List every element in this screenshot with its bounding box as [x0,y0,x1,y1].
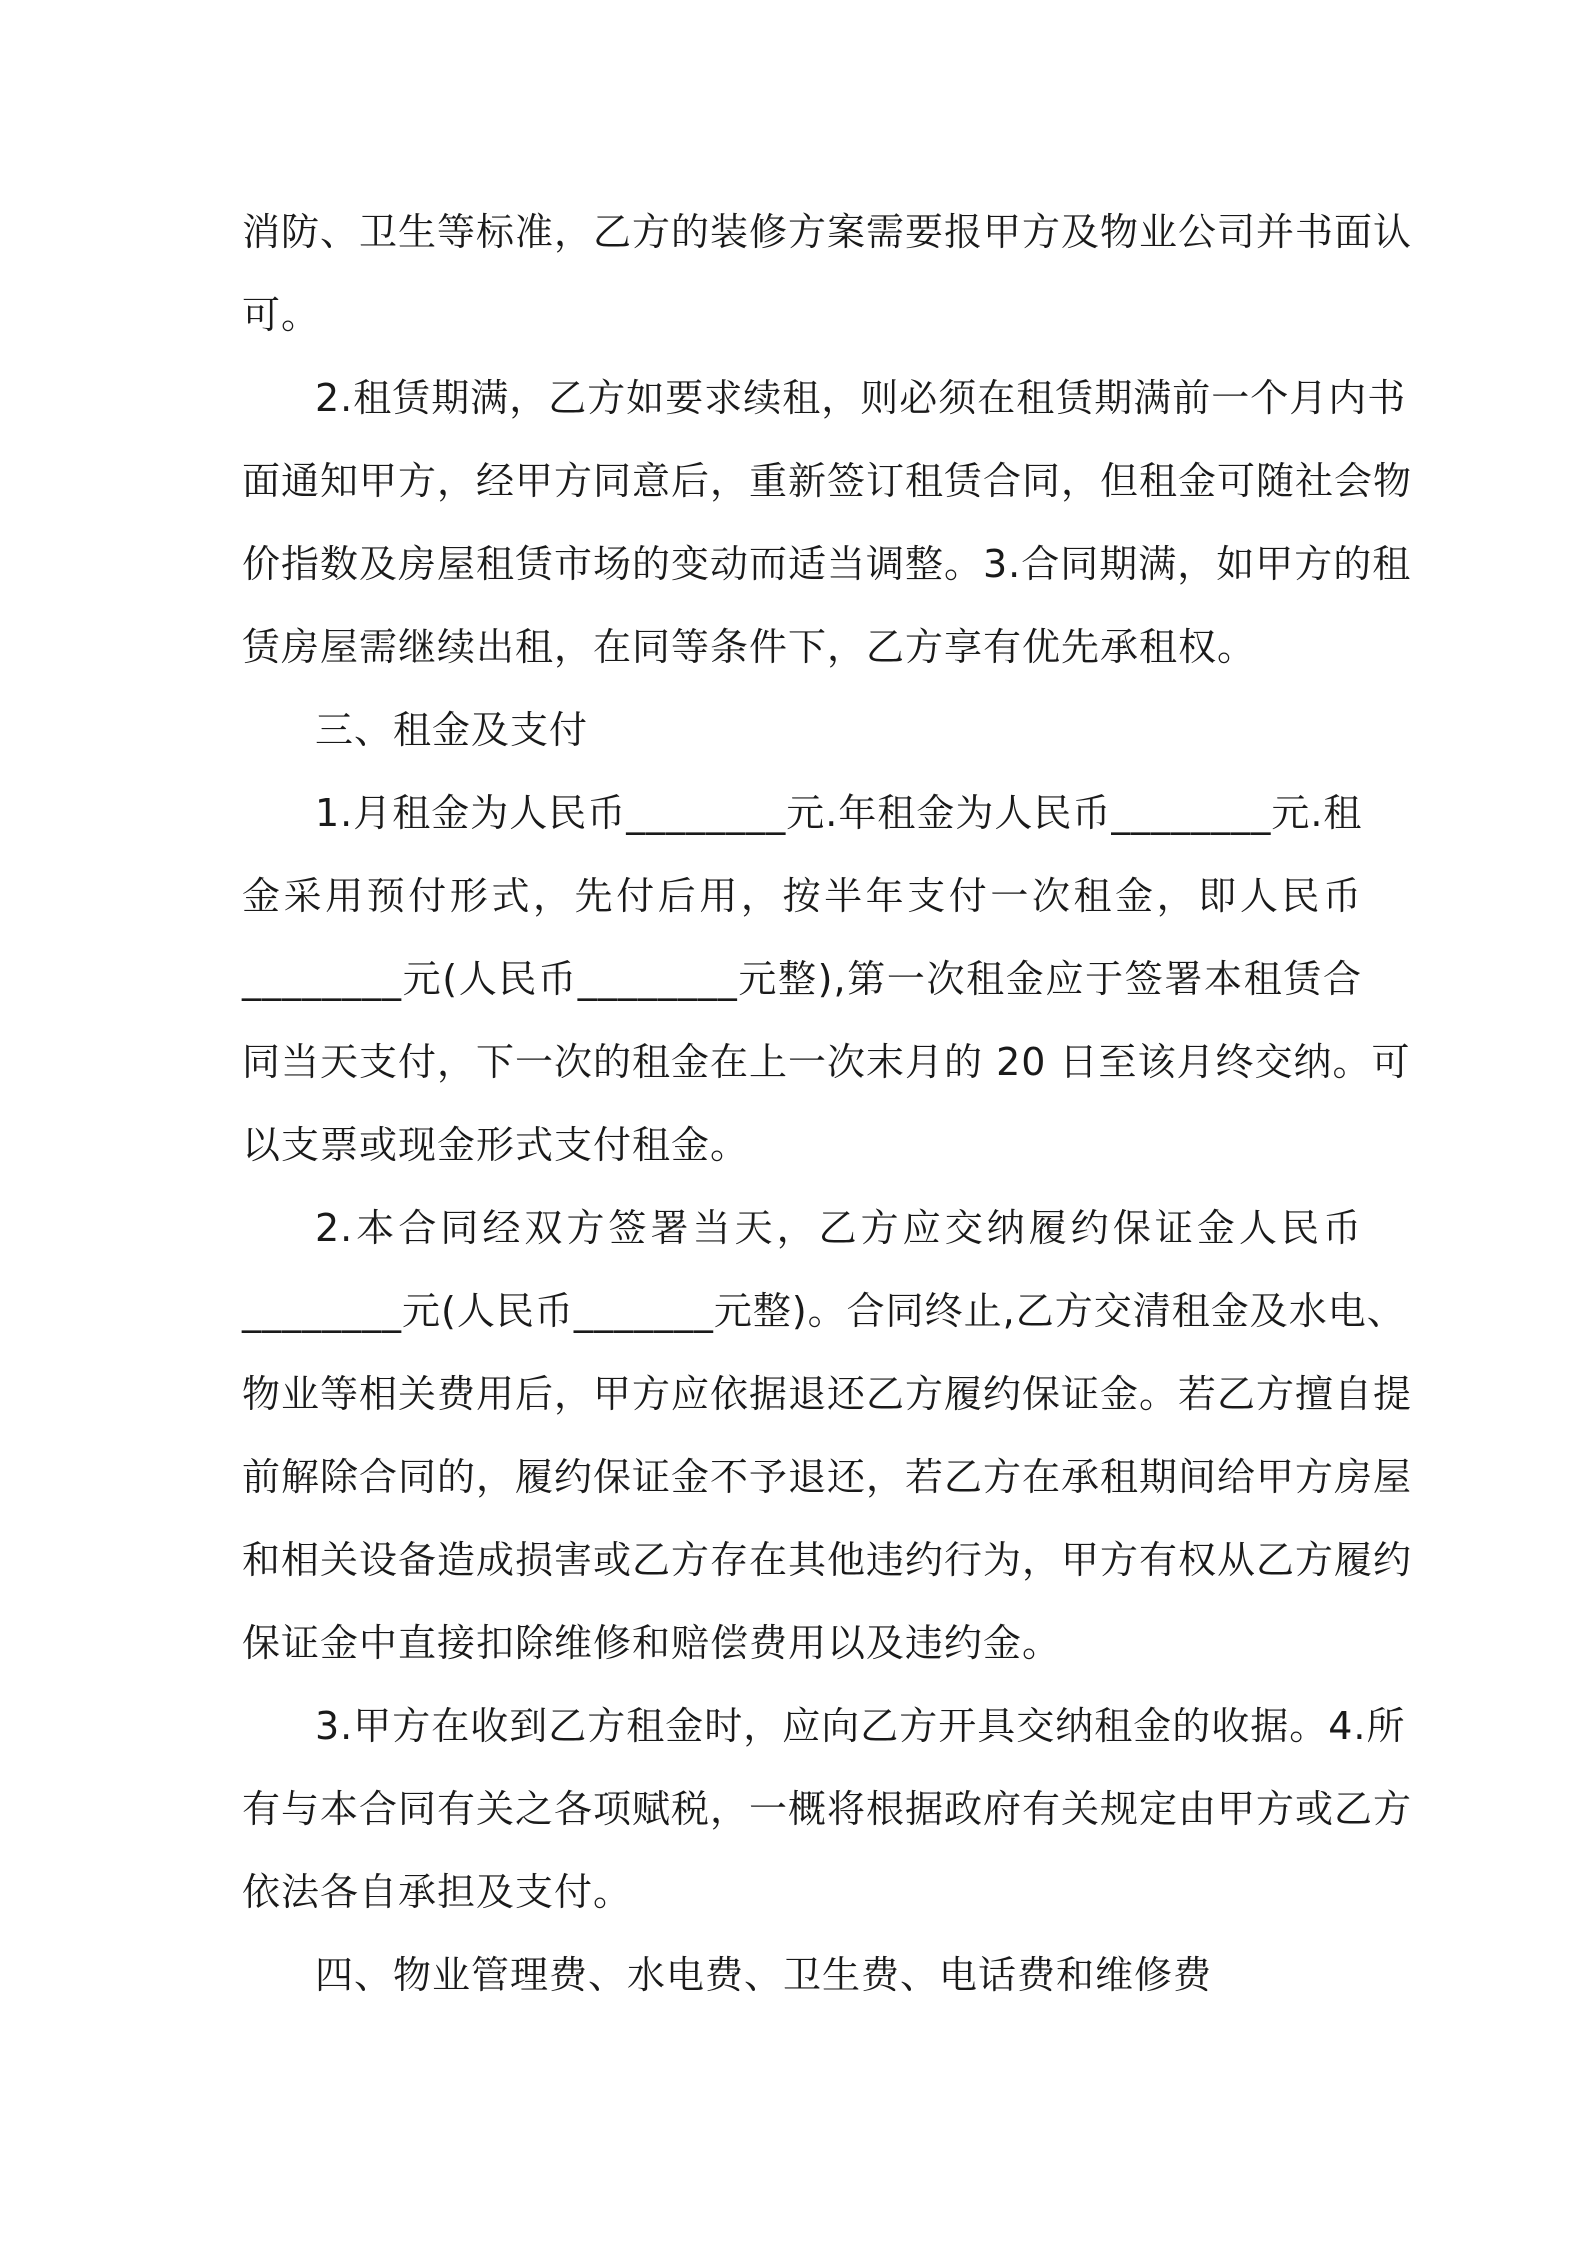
text-line: 金采用预付形式，先付后用，按半年支付一次租金，即人民币 [242,874,1362,918]
text-line: 1.月租金为人民币________元.年租金为人民币________元.租 [315,791,1363,835]
text-line: ________元(人民币________元整),第一次租金应于签署本租赁合 [242,957,1362,1001]
text-line: 价指数及房屋租赁市场的变动而适当调整。3.合同期满，如甲方的租 [242,542,1412,586]
section-heading: 三、租金及支付 [315,708,589,752]
text-line: ________元(人民币_______元整)。合同终止,乙方交清租金及水电、 [242,1289,1406,1333]
text-line: 保证金中直接扣除维修和赔偿费用以及违约金。 [242,1621,1062,1665]
text-line: 依法各自承担及支付。 [242,1870,633,1914]
text-line: 消防、卫生等标准，乙方的装修方案需要报甲方及物业公司并书面认 [242,210,1413,254]
text-line: 和相关设备造成损害或乙方存在其他违约行为，甲方有权从乙方履约 [242,1538,1413,1582]
text-line: 面通知甲方，经甲方同意后，重新签订租赁合同，但租金可随社会物 [242,459,1413,503]
text-line: 同当天支付，下一次的租金在上一次末月的 20 日至该月终交纳。可 [242,1040,1411,1084]
text-line: 有与本合同有关之各项赋税，一概将根据政府有关规定由甲方或乙方 [242,1787,1413,1831]
text-line: 物业等相关费用后，甲方应依据退还乙方履约保证金。若乙方擅自提 [242,1372,1413,1416]
section-heading: 四、物业管理费、水电费、卫生费、电话费和维修费 [315,1953,1213,1997]
text-line: 以支票或现金形式支付租金。 [242,1123,750,1167]
text-line: 前解除合同的，履约保证金不予退还，若乙方在承租期间给甲方房屋 [242,1455,1413,1499]
text-line: 可。 [242,293,321,337]
text-line: 2.租赁期满，乙方如要求续租，则必须在租赁期满前一个月内书 [315,376,1407,420]
text-line: 赁房屋需继续出租，在同等条件下，乙方享有优先承租权。 [242,625,1257,669]
text-line: 2.本合同经双方签署当天，乙方应交纳履约保证金人民币 [315,1206,1362,1250]
text-line: 3.甲方在收到乙方租金时，应向乙方开具交纳租金的收据。4.所 [315,1704,1406,1748]
